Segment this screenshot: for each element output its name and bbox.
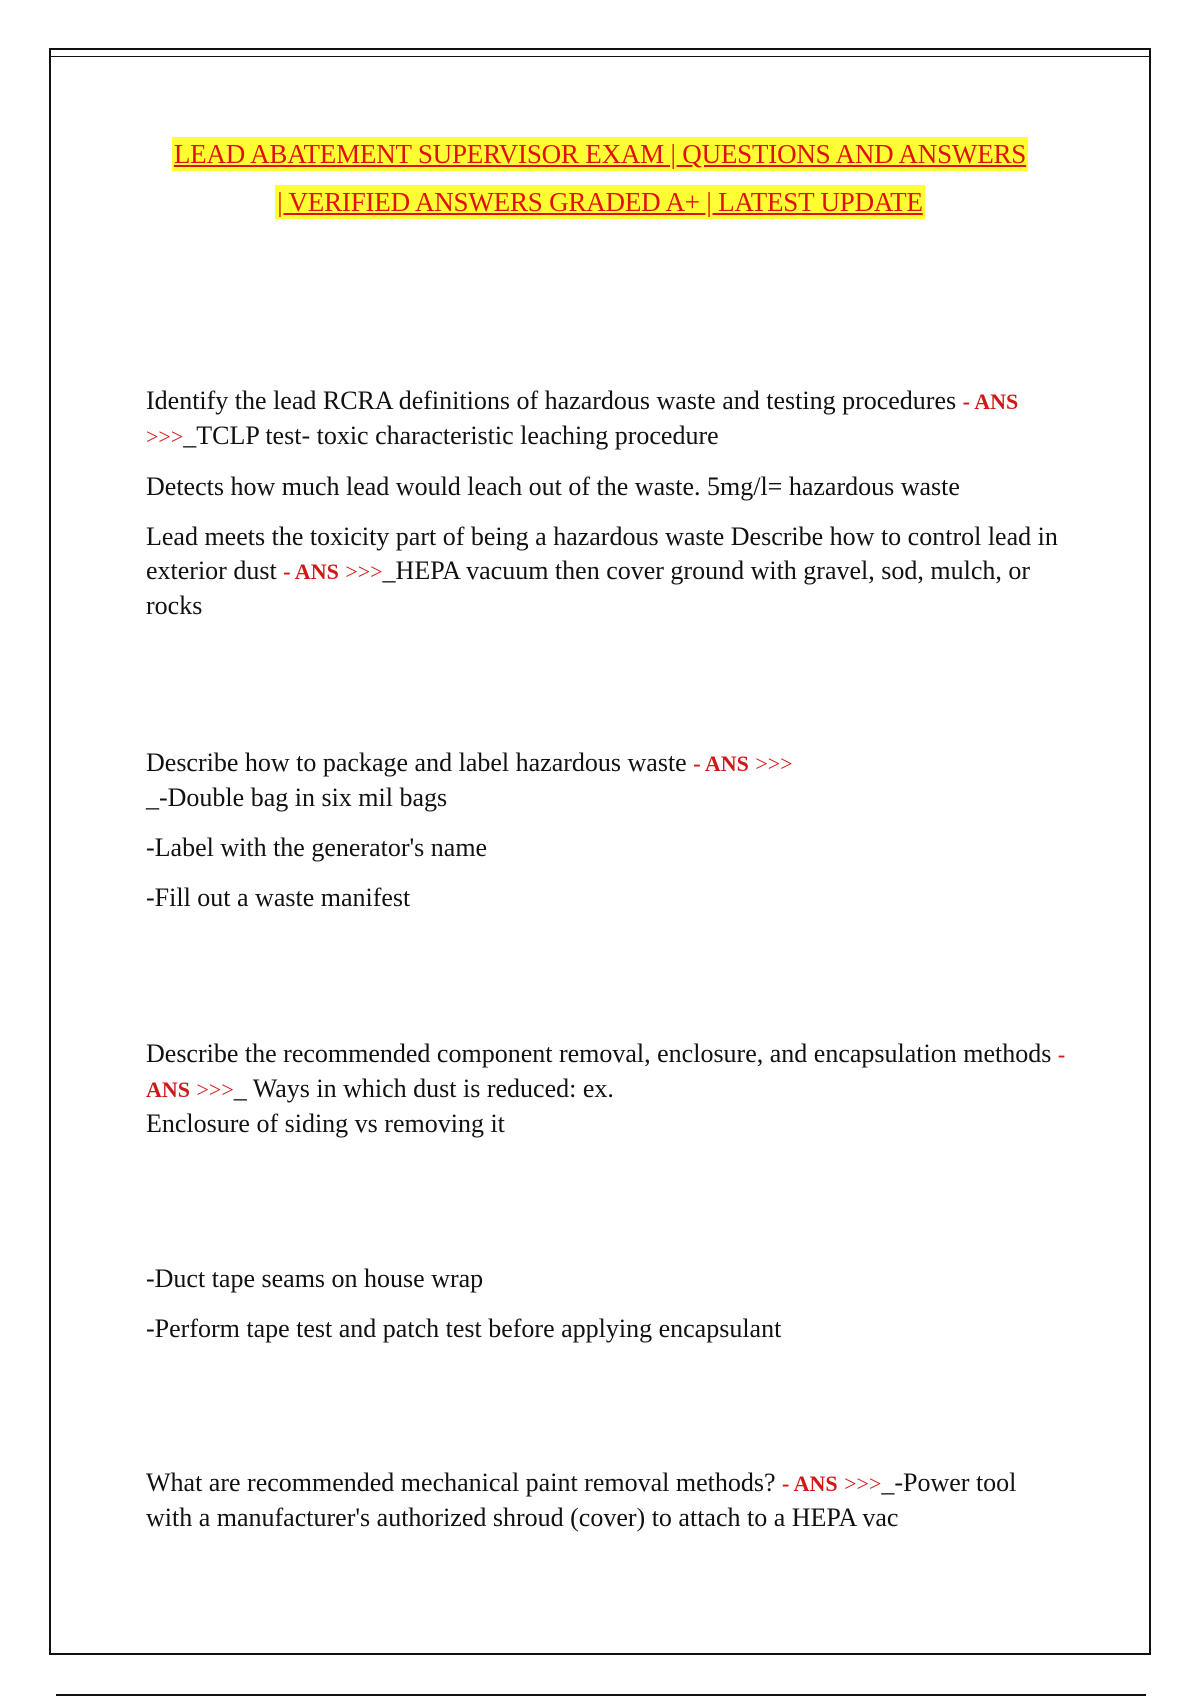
qa-5-paragraph (146, 1466, 1066, 1535)
question-text: Identify the lead RCRA definitions of hazardous waste and testing procedures (146, 386, 957, 415)
ans-arrow: >>> (844, 1471, 882, 1496)
title-line-2: | VERIFIED ANSWERS GRADED A+ | LATEST UPDATE (277, 187, 923, 217)
qa-block-2 (146, 746, 1066, 931)
question-text: Describe the recommended component removal, enclosure, and encapsulation methods (146, 1039, 1052, 1068)
question-text: Lead meets the toxicity part of being a hazardous waste Describe how to control lead in exterior dust (146, 522, 1058, 585)
qa-1-line-3 (146, 520, 1066, 623)
ans-marker: - ANS (962, 389, 1019, 414)
ans-marker: - ANS (146, 1042, 1066, 1102)
ans-arrow: >>> (196, 1077, 234, 1102)
document-title (0, 137, 1200, 233)
ans-arrow: >>> (755, 751, 793, 776)
bottom-rule (56, 1694, 1146, 1696)
ans-arrow: >>> (345, 559, 383, 584)
ans-marker: - ANS (782, 1471, 838, 1496)
qa-1-paragraph (146, 384, 1066, 454)
question-text: Describe how to package and label hazardous waste (146, 748, 687, 777)
page-top-rule (51, 56, 1149, 57)
question-text: What are recommended mechanical paint removal methods? (146, 1468, 776, 1497)
qa-2-line-2: -Label with the generator's name (146, 833, 488, 862)
ans-marker: - ANS (283, 559, 339, 584)
answer-text-line-2: Enclosure of siding vs removing it (146, 1109, 505, 1138)
answer-text: _-Double bag in six mil bags (146, 783, 448, 812)
qa-1-line-2: Detects how much lead would leach out of the waste. 5mg/l= hazardous waste (146, 472, 960, 501)
answer-text: _HEPA vacuum then cover ground with gravel, sod, mulch, or rocks (146, 556, 1031, 620)
answer-text: _TCLP test- toxic characteristic leaching procedure (183, 421, 719, 450)
title-line-1: LEAD ABATEMENT SUPERVISOR EXAM | QUESTIONS AND ANSWERS (173, 139, 1027, 169)
qa-4-line-1: -Duct tape seams on house wrap (146, 1264, 484, 1293)
qa-4-line-2: -Perform tape test and patch test before applying encapsulant (146, 1314, 782, 1343)
ans-marker: - ANS (693, 751, 749, 776)
ans-arrow: >>> (146, 424, 184, 449)
answer-text: _-Power tool with a manufacturer's authorized shroud (cover) to attach to a HEPA vac (146, 1468, 1017, 1532)
qa-block-5 (146, 1466, 1066, 1551)
qa-block-1 (146, 384, 1066, 639)
qa-2-paragraph (146, 746, 1066, 815)
qa-block-3 (146, 1037, 1066, 1157)
qa-3-paragraph (146, 1037, 1066, 1141)
answer-text: _ Ways in which dust is reduced: ex. (233, 1074, 614, 1103)
qa-block-4 (146, 1262, 1066, 1362)
qa-2-line-3: -Fill out a waste manifest (146, 883, 411, 912)
